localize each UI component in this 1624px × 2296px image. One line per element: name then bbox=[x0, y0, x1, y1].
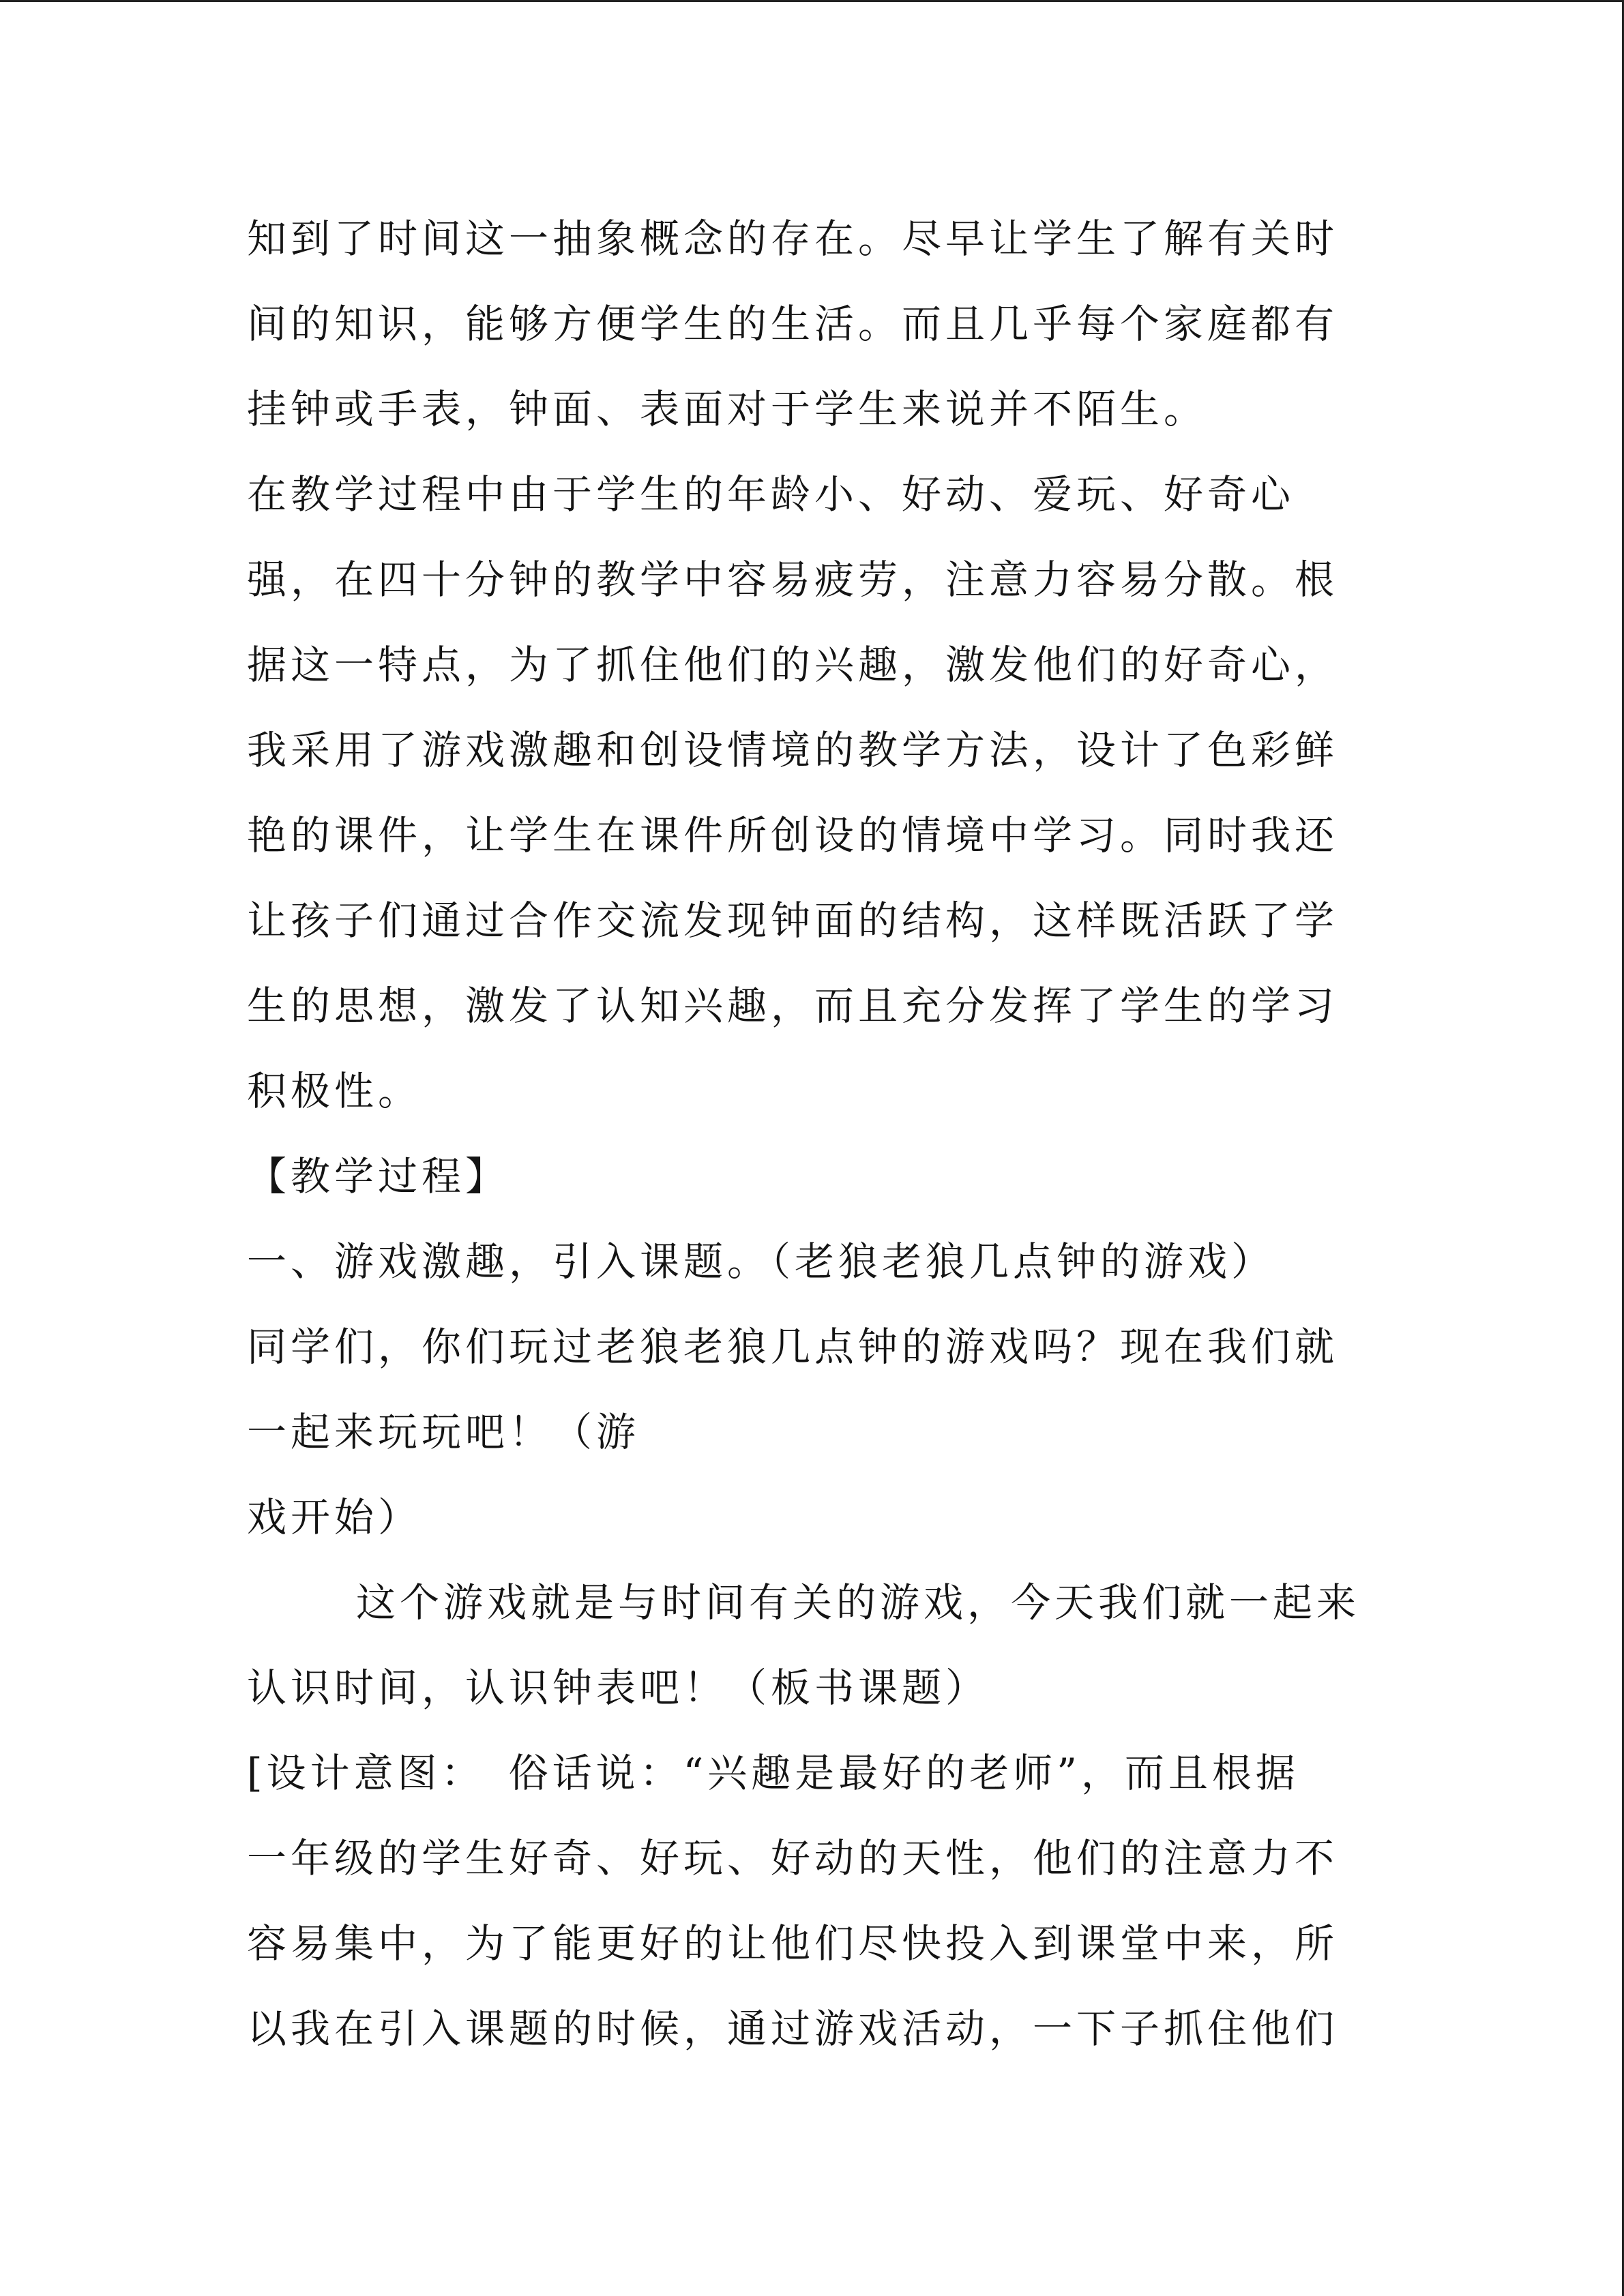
paragraph-line: 让孩子们通过合作交流发现钟面的结构，这样既活跃了学 bbox=[247, 897, 1339, 944]
paragraph-line: 据这一特点，为了抓住他们的兴趣，激发他们的好奇心， bbox=[247, 642, 1339, 688]
page-top-border bbox=[0, 0, 1624, 2]
paragraph-line: 一起来玩玩吧！（游 bbox=[247, 1409, 640, 1455]
paragraph-line: 生的思想，激发了认知兴趣，而且充分发挥了学生的学习 bbox=[247, 983, 1339, 1029]
paragraph-line: 间的知识，能够方便学生的生活。而且几乎每个家庭都有 bbox=[247, 301, 1339, 347]
design-intent-line: [设计意图： 俗话说：“兴趣是最好的老师”，而且根据 bbox=[247, 1750, 1299, 1796]
paragraph-line: 挂钟或手表，钟面、表面对于学生来说并不陌生。 bbox=[247, 386, 1208, 432]
paragraph-line: 同学们，你们玩过老狼老狼几点钟的游戏吗？现在我们就 bbox=[247, 1324, 1339, 1370]
paragraph-line: 强，在四十分钟的教学中容易疲劳，注意力容易分散。根 bbox=[247, 556, 1339, 603]
paragraph-line: 一年级的学生好奇、好玩、好动的天性，他们的注意力不 bbox=[247, 1835, 1339, 1881]
paragraph-line: 在教学过程中由于学生的年龄小、好动、爱玩、好奇心 bbox=[247, 471, 1295, 518]
section-heading: 【教学过程】 bbox=[247, 1153, 510, 1199]
paragraph-line: 积极性。 bbox=[247, 1068, 422, 1114]
step-heading: 一、游戏激趣，引入课题。（老狼老狼几点钟的游戏） bbox=[247, 1238, 1275, 1285]
document-body bbox=[247, 196, 1365, 2072]
paragraph-line: 容易集中，为了能更好的让他们尽快投入到课堂中来，所 bbox=[247, 1920, 1339, 1967]
paragraph-line-indented: 这个游戏就是与时间有关的游戏，今天我们就一起来 bbox=[356, 1579, 1361, 1626]
paragraph-line: 戏开始） bbox=[247, 1494, 422, 1540]
paragraph-line: 艳的课件，让学生在课件所创设的情境中学习。同时我还 bbox=[247, 812, 1339, 859]
paragraph-line: 知到了时间这一抽象概念的存在。尽早让学生了解有关时 bbox=[247, 215, 1339, 262]
paragraph-line: 我采用了游戏激趣和创设情境的教学方法，设计了色彩鲜 bbox=[247, 727, 1339, 773]
paragraph-line: 以我在引入课题的时候，通过游戏活动，一下子抓住他们 bbox=[247, 2006, 1339, 2052]
paragraph-line: 认识时间，认识钟表吧！（板书课题） bbox=[247, 1665, 990, 1711]
